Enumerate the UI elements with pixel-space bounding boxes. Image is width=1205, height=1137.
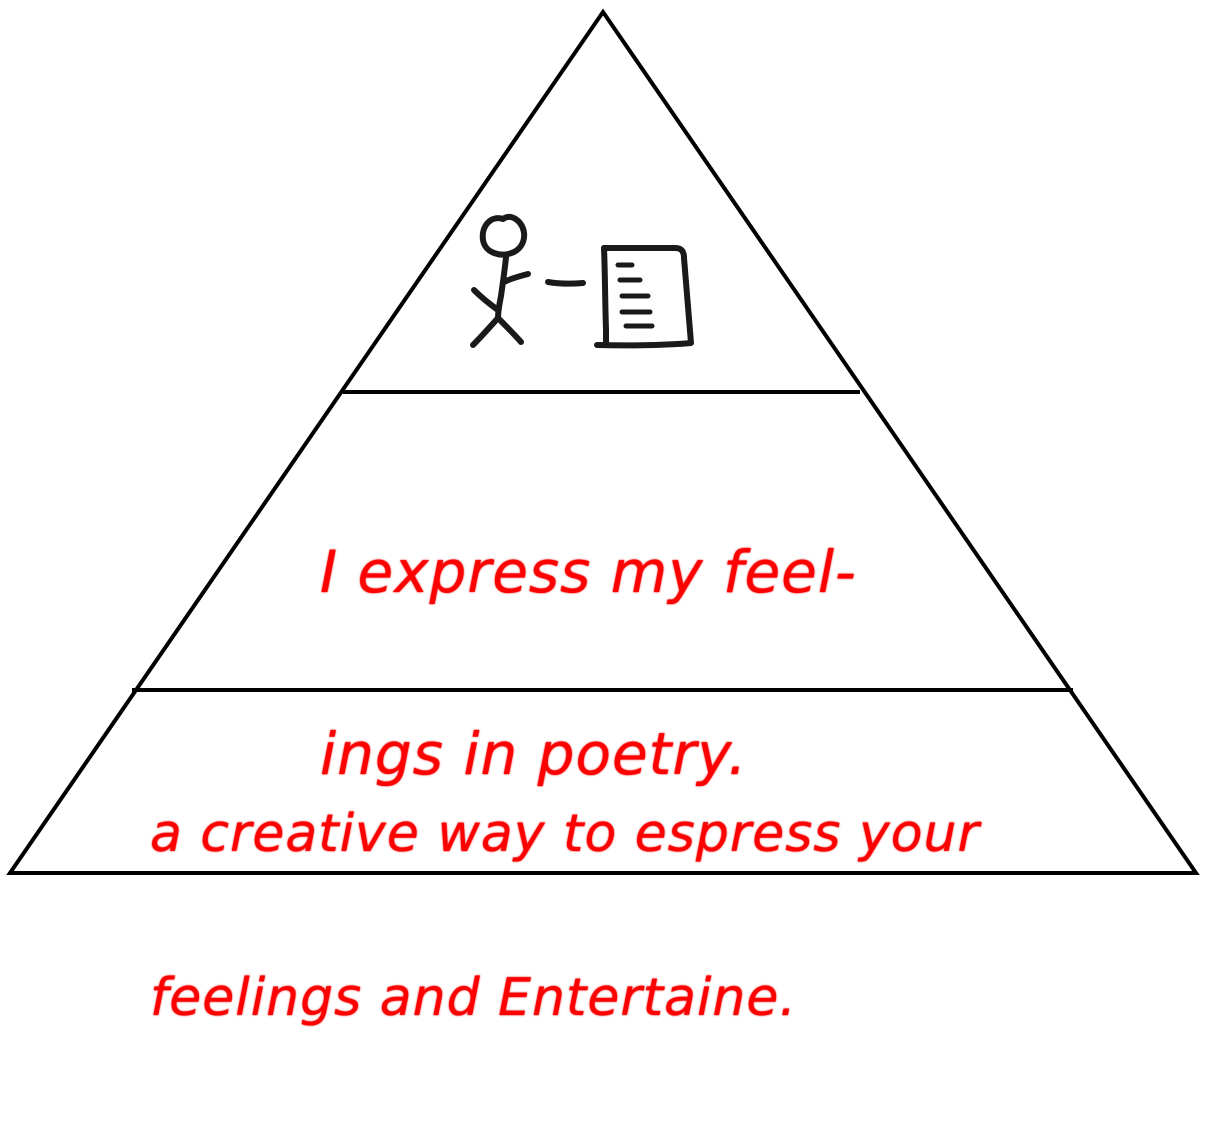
middle-tier-line-1: I express my feel- — [320, 537, 857, 606]
bottom-tier-line-1: a creative way to espress your — [150, 804, 980, 865]
stick-figure-icon — [473, 217, 528, 345]
paper-icon — [597, 248, 691, 345]
bottom-tier-line-2: feelings and Entertaine. — [150, 967, 797, 1028]
dash-icon — [548, 282, 583, 284]
bottom-tier-text — [150, 698, 980, 1135]
stick-figure-with-paper-icon — [473, 217, 691, 346]
middle-tier-line-2: ings in poetry. — [320, 720, 748, 789]
